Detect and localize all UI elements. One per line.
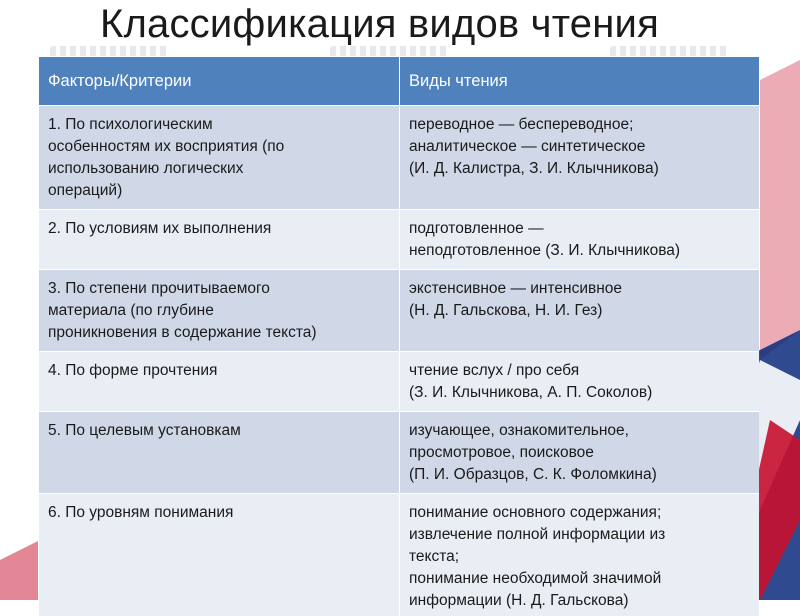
reading-type-line: просмотровое, поисковое [409,442,750,464]
table-row [39,412,760,494]
reading-type-line: извлечение полной информации из [409,524,750,546]
reading-type-line: текста; [409,546,750,568]
criterion-line: операций) [48,180,390,202]
criterion-line: 2. По условиям их выполнения [48,218,390,240]
criterion-line: особенностям их восприятия (по [48,136,390,158]
table-header-row [39,57,760,106]
header-reading-types: Виды чтения [400,57,760,106]
reading-type-line: экстенсивное — интенсивное [409,278,750,300]
reading-types-cell [400,412,760,494]
reading-type-line: понимание необходимой значимой [409,568,750,590]
reading-type-line: (З. И. Клычникова, А. П. Соколов) [409,382,750,404]
reading-types-cell [400,352,760,412]
criterion-cell [39,494,400,616]
classification-table-container [38,56,759,616]
reading-types-cell [400,210,760,270]
reading-type-line: (Н. Д. Гальскова, Н. И. Гез) [409,300,750,322]
reading-type-line: информации (Н. Д. Гальскова) [409,590,750,612]
reading-types-cell [400,270,760,352]
criterion-line: 6. По уровням понимания [48,502,390,524]
reading-type-line: чтение вслух / про себя [409,360,750,382]
criterion-cell [39,210,400,270]
criterion-cell [39,412,400,494]
table-row [39,210,760,270]
table-row [39,270,760,352]
table-row [39,494,760,616]
table-row [39,106,760,210]
criterion-line: 4. По форме прочтения [48,360,390,382]
table-row [39,352,760,412]
reading-type-line: аналитическое — синтетическое [409,136,750,158]
criterion-cell [39,106,400,210]
reading-types-cell [400,106,760,210]
reading-type-line: понимание основного содержания; [409,502,750,524]
criterion-line: 3. По степени прочитываемого [48,278,390,300]
reading-type-line: неподготовленное (З. И. Клычникова) [409,240,750,262]
criterion-line: материала (по глубине [48,300,390,322]
criterion-cell [39,352,400,412]
slide-title: Классификация видов чтения [100,2,659,47]
criterion-line: 5. По целевым установкам [48,420,390,442]
criterion-cell [39,270,400,352]
criterion-line: использованию логических [48,158,390,180]
reading-type-line: изучающее, ознакомительное, [409,420,750,442]
reading-type-line: переводное — беспереводное; [409,114,750,136]
reading-type-line: подготовленное — [409,218,750,240]
criterion-line: 1. По психологическим [48,114,390,136]
reading-type-line: (И. Д. Калистра, З. И. Клычникова) [409,158,750,180]
header-criteria: Факторы/Критерии [39,57,400,106]
table-body [39,106,760,616]
reading-type-line: (П. И. Образцов, С. К. Фоломкина) [409,464,750,486]
classification-table [38,56,759,616]
criterion-line: проникновения в содержание текста) [48,322,390,344]
reading-types-cell [400,494,760,616]
